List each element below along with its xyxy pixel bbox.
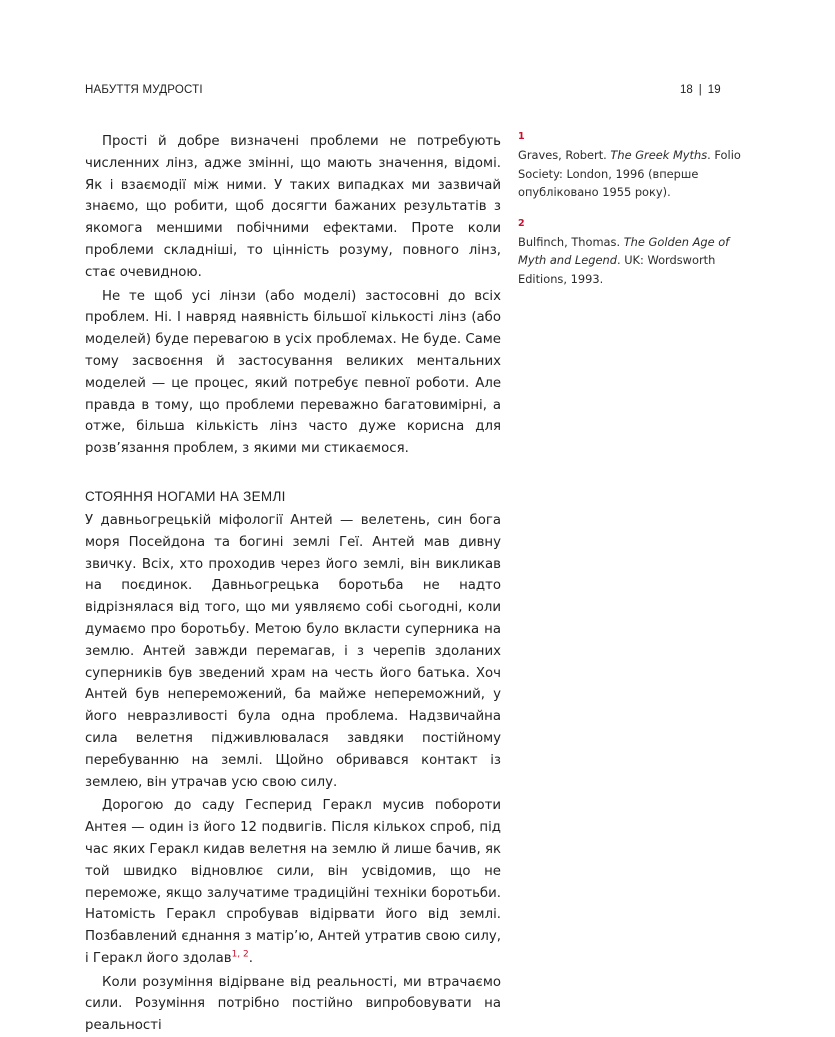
footnote-reference-1-2[interactable]: 1, 2: [231, 949, 249, 960]
side-note-number: 1: [518, 131, 525, 142]
page-number-separator: |: [698, 84, 702, 96]
page-numbers: [680, 84, 721, 96]
paragraph-1: Прості й добре визначені проблеми не потребують численних лінз, адже змінні, що мають значення, відомі. Як і взаємодії між ними. У таких випадках ми зазвичай знаємо, що робити, щоб досягти бажаних результатів з якомога меншими побічними ефектами. Проте коли проблеми складніші, то цінність розуму, повного лінз, стає очевидною.: [85, 134, 501, 280]
side-note-number: 2: [518, 217, 525, 229]
paragraph-3: У давньогрецькій міфології Антей — велетень, син бога моря Посейдона та богині землі Геї. Антей мав дивну звичку. Всіх, хто проходив через його землі, він викликав на поєдинок. Давньогрецька боротьба не надто відрізнялася від того, що ми уявляємо собі сьогодні, коли думаємо про боротьбу. Метою було вкласти суперника на землю. Антей завжди перемагав, і з черепів здоланих суперників був зведений храм на честь його батька. Хоч Антей був непереможений, ба майже непереможний, у його невразливості була одна проблема. Надзвичайна сила велетня підживлювалася завдяки постійному перебуванню на землі. Щойно обривався контакт із землею, він утрачав усю свою силу.: [85, 512, 501, 790]
section-heading: СТОЯННЯ НОГАМИ НА ЗЕМЛІ: [85, 488, 286, 504]
note-title: The Golden Age of Myth and Legend: [518, 234, 730, 267]
note-author: Bulfinch, Thomas.: [518, 234, 624, 249]
paragraph-4: [85, 795, 501, 969]
note-rest: . Folio Society: London, 1996 (вперше опубліковано 1955 року).: [518, 148, 741, 199]
paragraph-5: Коли розуміння відірване від реальності, ми втрачаємо сили. Розуміння потрібно постійно випробовувати на реальності: [85, 974, 501, 1034]
page-number-right: 19: [707, 84, 721, 96]
paragraph-4-end: .: [248, 950, 253, 966]
side-note-text: [518, 233, 748, 289]
page-number-left: 18: [680, 84, 693, 96]
paragraph-4-text: Дорогою до саду Гесперид Геракл мусив побороти Антея — один із його 12 подвигів. Після кількох спроб, під час яких Геракл кидав велетня на землю й лише бачив, як той швидко відновлює сили, він усвідомив, що не переможе, якщо залучатиме традиційні техніки боротьби. Натомість Геракл спробував відірвати його від землі. Позбавлений єднання з матір’ю, Антей утратив свою силу, і Геракл його здолав: [85, 798, 501, 966]
main-text-column: [85, 131, 501, 1037]
side-note-1: [518, 131, 748, 202]
note-rest: . UK: Wordsworth Editions, 1993.: [518, 253, 716, 286]
side-notes: [518, 131, 748, 304]
note-author: Graves, Robert.: [518, 148, 611, 162]
side-note-2: [518, 218, 748, 289]
side-note-text: [518, 146, 748, 202]
paragraph-2: Не те щоб усі лінзи (або моделі) застосовні до всіх проблем. Ні. І навряд наявність більшої кількості лінз (або моделей) буде перевагою в усіх проблемах. Не буде. Саме тому засвоєння й застосування великих ментальних моделей — це процес, який потребує певної роботи. Але правда в тому, що проблеми переважно багатовимірні, а отже, більша кількість лінз часто дуже корисна для розв’язання проблем, з якими ми стикаємося.: [85, 288, 501, 457]
note-title: The Greek Myths: [610, 148, 708, 162]
running-header-title: НАБУТТЯ МУДРОСТІ: [85, 84, 203, 96]
